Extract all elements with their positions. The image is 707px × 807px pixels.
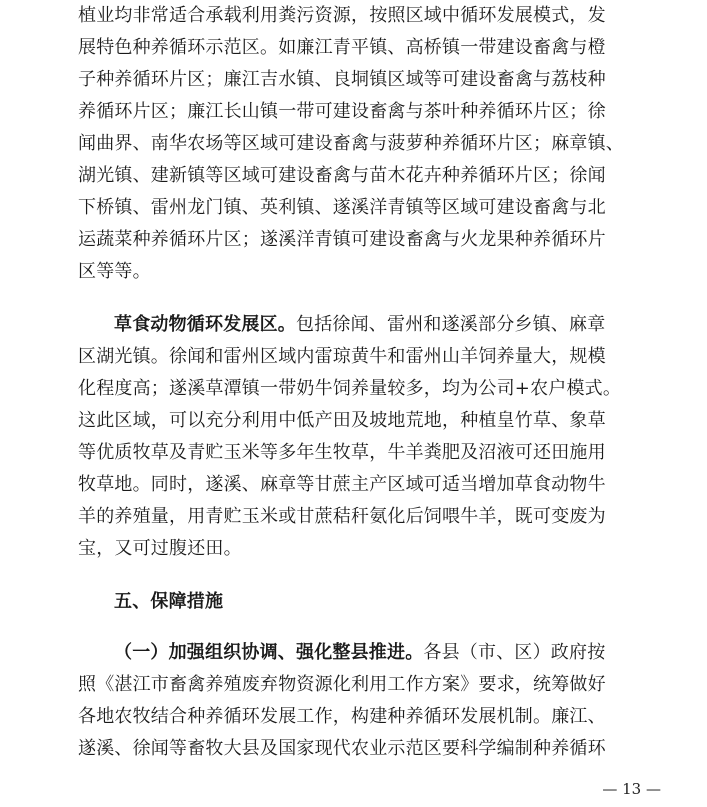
paragraph-1-line-4: 养循环片区；廉江长山镇一带可建设畜禽与茶叶种养循环片区；徐: [78, 101, 606, 122]
page-number: — 13 —: [602, 780, 661, 798]
paragraph-1-line-2: 展特色种养循环示范区。如廉江青平镇、高桥镇一带建设畜禽与橙: [78, 37, 606, 58]
paragraph-3-first-line: [114, 639, 638, 667]
paragraph-1-line-7: 下桥镇、雷州龙门镇、英利镇、遂溪洋青镇等区域可建设畜禽与北: [78, 197, 606, 218]
paragraph-1-line-9: 区等等。: [78, 261, 151, 282]
paragraph-2-line-5: 等优质牧草及青贮玉米等多年生牧草，牛羊粪肥及沼液可还田施用: [78, 442, 606, 463]
paragraph-1-line-6: 湖光镇、建新镇等区域可建设畜禽与苗木花卉种养循环片区；徐闻: [78, 165, 606, 186]
paragraph-2-line-7: 羊的养殖量，用青贮玉米或甘蔗秸秆氨化后饲喂牛羊，既可变废为: [78, 506, 606, 527]
paragraph-3-line-4: 遂溪、徐闻等畜牧大县及国家现代农业示范区要科学编制种养循环: [78, 738, 606, 759]
paragraph-1-line-5: 闻曲界、南华农场等区域可建设畜禽与菠萝种养循环片区；麻章镇、: [78, 133, 624, 154]
paragraph-1-line-3: 子种养循环片区；廉江吉水镇、良垌镇区域等可建设畜禽与荔枝种: [78, 69, 606, 90]
paragraph-2-line-4: 这此区域，可以充分利用中低产田及坡地荒地，种植皇竹草、象草: [78, 410, 606, 431]
paragraph-1-line-1: 植业均非常适合承载利用粪污资源，按照区域中循环发展模式，发: [78, 5, 606, 26]
paragraph-1-line-8: 运蔬菜种养循环片区；遂溪洋青镇可建设畜禽与火龙果种养循环片: [78, 229, 606, 250]
section-5-title: 五、保障措施: [114, 591, 224, 612]
paragraph-2-line-6: 牧草地。同时，遂溪、麻章等甘蔗主产区域可适当增加草食动物牛: [78, 474, 606, 495]
paragraph-2-line-3: 化程度高；遂溪草潭镇一带奶牛饲养量较多，均为公司+农户模式。: [78, 378, 622, 399]
paragraph-3-heading: （一）加强组织协调、强化整县推进。: [114, 642, 424, 663]
paragraph-2-first-line: [114, 311, 638, 339]
paragraph-3-first-line-text: 各县（市、区）政府按: [423, 642, 606, 663]
paragraph-2-line-8: 宝，又可过腹还田。: [78, 538, 242, 559]
paragraph-2-line-2: 区湖光镇。徐闻和雷州区域内雷琼黄牛和雷州山羊饲养量大，规模: [78, 346, 606, 367]
paragraph-2-heading: 草食动物循环发展区。: [114, 314, 296, 335]
paragraph-3-line-3: 各地农牧结合种养循环发展工作，构建种养循环发展机制。廉江、: [78, 706, 606, 727]
paragraph-2-first-line-text: 包括徐闻、雷州和遂溪部分乡镇、麻章: [296, 314, 606, 335]
paragraph-3-line-2: 照《湛江市畜禽养殖废弃物资源化利用工作方案》要求，统筹做好: [78, 674, 606, 695]
